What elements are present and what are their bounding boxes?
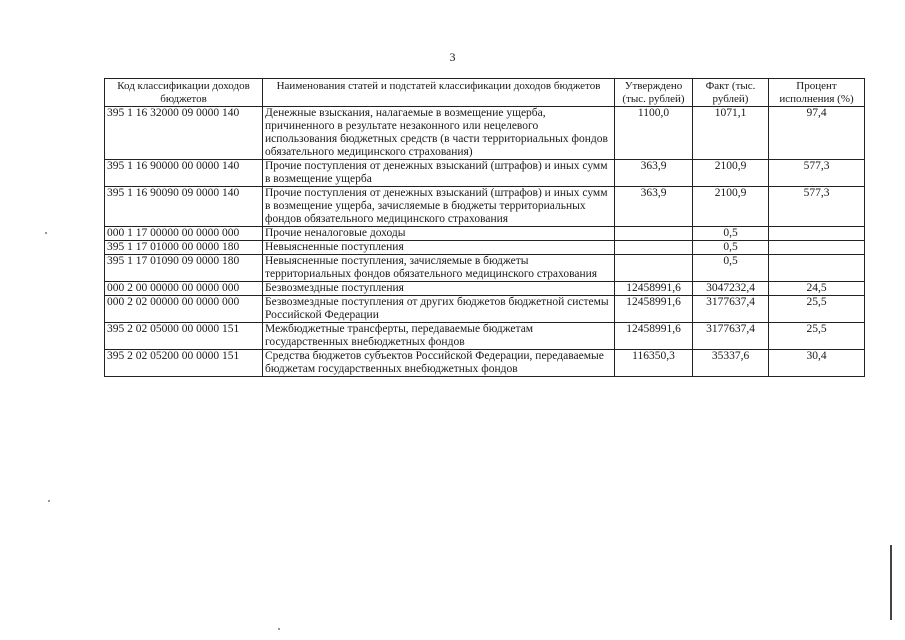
percent-cell: 30,4 [769, 350, 865, 377]
code-cell: 395 1 16 32000 09 0000 140 [105, 107, 263, 160]
table-row [105, 296, 865, 323]
approved-cell: 12458991,6 [615, 296, 693, 323]
actual-cell: 0,5 [693, 227, 769, 241]
approved-cell: 116350,3 [615, 350, 693, 377]
table-header-row [105, 79, 865, 107]
name-cell: Прочие поступления от денежных взысканий (штрафов) и иных сумм в возмещение ущерба, зачисляемые в бюджеты территориальных фондов обязательного медицинского страхования [263, 187, 615, 227]
actual-cell: 3047232,4 [693, 282, 769, 296]
actual-cell: 3177637,4 [693, 296, 769, 323]
approved-cell [615, 227, 693, 241]
approved-cell: 1100,0 [615, 107, 693, 160]
scan-edge-mark [890, 545, 892, 620]
code-cell: 395 2 02 05200 00 0000 151 [105, 350, 263, 377]
header-approved: Утверждено (тыс. рублей) [615, 79, 693, 107]
revenue-table [104, 78, 865, 377]
percent-cell [769, 227, 865, 241]
code-cell: 395 1 16 90090 09 0000 140 [105, 187, 263, 227]
actual-cell: 2100,9 [693, 187, 769, 227]
approved-cell: 12458991,6 [615, 282, 693, 296]
code-cell: 395 1 16 90000 00 0000 140 [105, 160, 263, 187]
header-actual: Факт (тыс. рублей) [693, 79, 769, 107]
actual-cell: 3177637,4 [693, 323, 769, 350]
header-percent: Процент исполнения (%) [769, 79, 865, 107]
approved-cell [615, 241, 693, 255]
name-cell: Денежные взыскания, налагаемые в возмещение ущерба, причиненного в результате незаконного или нецелевого использования бюджетных средств (в части территориальных фондов обязательного медицинского страхования) [263, 107, 615, 160]
percent-cell: 97,4 [769, 107, 865, 160]
code-cell: 395 1 17 01000 00 0000 180 [105, 241, 263, 255]
approved-cell [615, 255, 693, 282]
table-row [105, 241, 865, 255]
name-cell: Прочие поступления от денежных взысканий (штрафов) и иных сумм в возмещение ущерба [263, 160, 615, 187]
percent-cell: 24,5 [769, 282, 865, 296]
name-cell: Невыясненные поступления [263, 241, 615, 255]
percent-cell: 577,3 [769, 160, 865, 187]
table-row [105, 323, 865, 350]
actual-cell: 0,5 [693, 255, 769, 282]
percent-cell [769, 255, 865, 282]
header-code: Код классификации доходов бюджетов [105, 79, 263, 107]
approved-cell: 12458991,6 [615, 323, 693, 350]
name-cell: Безвозмездные поступления от других бюджетов бюджетной системы Российской Федерации [263, 296, 615, 323]
table-row [105, 107, 865, 160]
actual-cell: 35337,6 [693, 350, 769, 377]
percent-cell: 577,3 [769, 187, 865, 227]
name-cell: Безвозмездные поступления [263, 282, 615, 296]
code-cell: 395 1 17 01090 09 0000 180 [105, 255, 263, 282]
percent-cell: 25,5 [769, 296, 865, 323]
code-cell: 395 2 02 05000 00 0000 151 [105, 323, 263, 350]
table-row [105, 255, 865, 282]
table-row [105, 282, 865, 296]
percent-cell: 25,5 [769, 323, 865, 350]
code-cell: 000 1 17 00000 00 0000 000 [105, 227, 263, 241]
scan-speck [48, 500, 50, 502]
scan-speck [278, 628, 280, 630]
code-cell: 000 2 00 00000 00 0000 000 [105, 282, 263, 296]
table-body [105, 107, 865, 377]
table-row [105, 160, 865, 187]
table-row [105, 227, 865, 241]
scan-speck [45, 232, 47, 234]
actual-cell: 0,5 [693, 241, 769, 255]
header-name: Наименования статей и подстатей классификации доходов бюджетов [263, 79, 615, 107]
approved-cell: 363,9 [615, 187, 693, 227]
code-cell: 000 2 02 00000 00 0000 000 [105, 296, 263, 323]
percent-cell [769, 241, 865, 255]
table-row [105, 350, 865, 377]
name-cell: Межбюджетные трансферты, передаваемые бюджетам государственных внебюджетных фондов [263, 323, 615, 350]
actual-cell: 1071,1 [693, 107, 769, 160]
approved-cell: 363,9 [615, 160, 693, 187]
name-cell: Прочие неналоговые доходы [263, 227, 615, 241]
name-cell: Средства бюджетов субъектов Российской Федерации, передаваемые бюджетам государственных внебюджетных фондов [263, 350, 615, 377]
page-number: 3 [449, 50, 456, 64]
actual-cell: 2100,9 [693, 160, 769, 187]
table-row [105, 187, 865, 227]
name-cell: Невыясненные поступления, зачисляемые в бюджеты территориальных фондов обязательного медицинского страхования [263, 255, 615, 282]
